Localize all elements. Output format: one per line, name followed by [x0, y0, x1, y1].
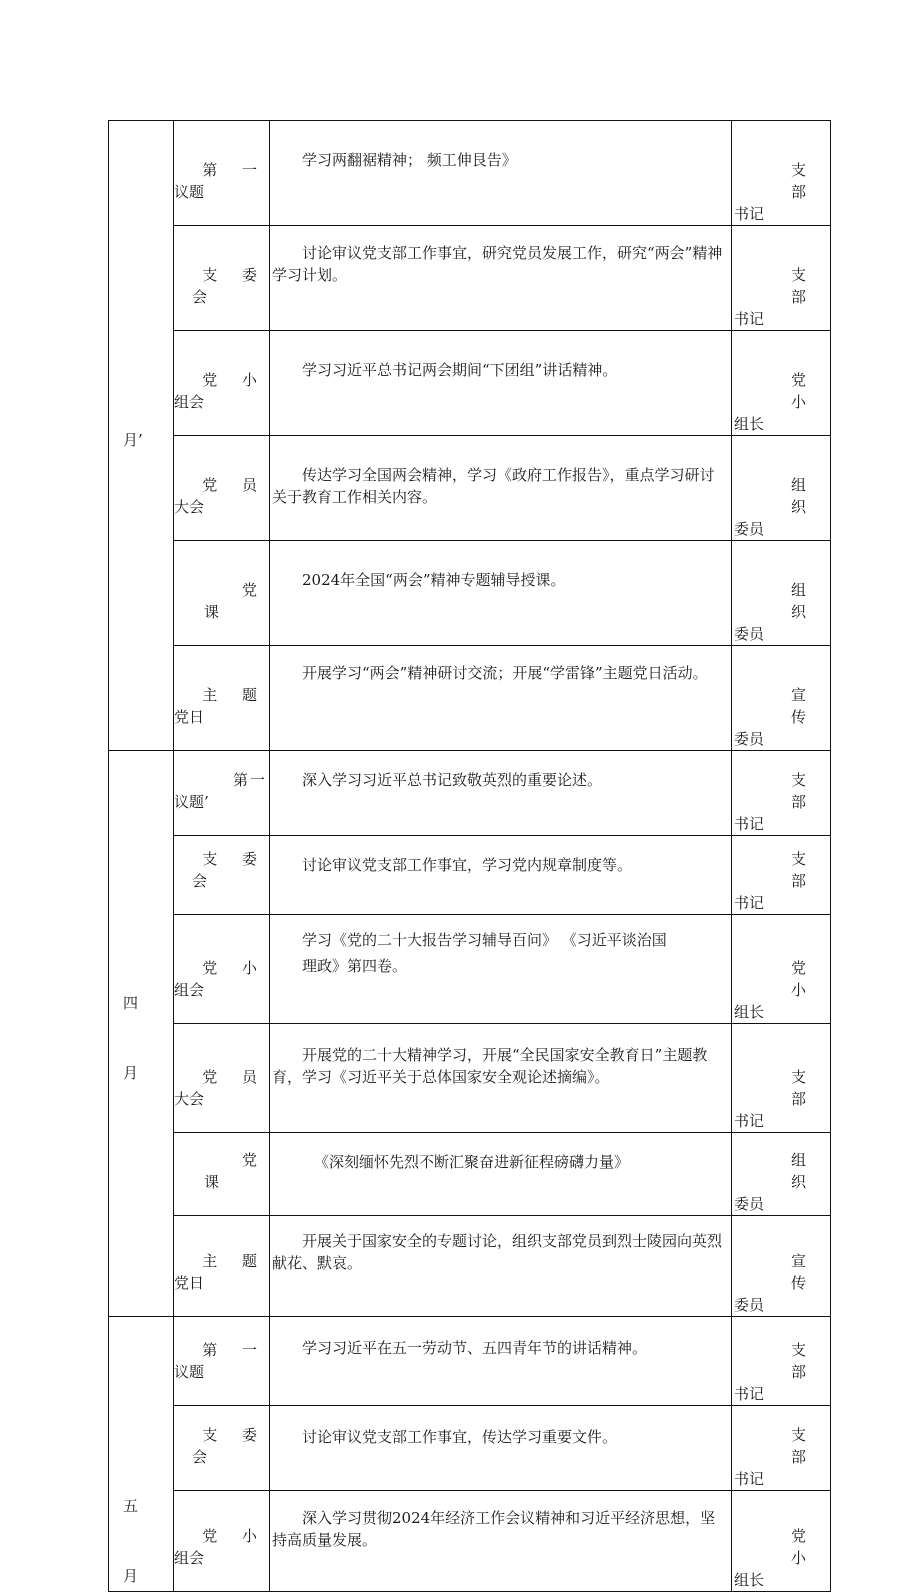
responsible-bottom: 委员 [734, 730, 765, 748]
meeting-type-top: 支 委 [202, 1426, 267, 1444]
table-row [109, 915, 831, 1024]
meeting-type-cell [174, 1133, 270, 1216]
responsible-top: 组 织 [790, 1151, 828, 1191]
table-row [109, 751, 831, 836]
meeting-type-bottom: 课 [204, 1173, 220, 1191]
table-row [109, 436, 831, 541]
meeting-type-bottom: 课 [204, 603, 220, 621]
meeting-type-top: 党 员 [202, 1068, 267, 1086]
content-cell [270, 1133, 732, 1216]
responsible-top: 支 部 [790, 850, 828, 890]
table-row [109, 226, 831, 331]
meeting-type-top: 党 员 [202, 476, 267, 494]
responsible-top: 支 部 [790, 1341, 828, 1381]
meeting-type-top: 党 小 [202, 371, 267, 389]
responsible-top: 宣 传 [790, 686, 828, 726]
meeting-type-top: 主 题 [202, 686, 267, 704]
month-label: 月’ [123, 430, 143, 449]
meeting-type-top: 党 [241, 581, 267, 599]
responsible-top: 支 部 [790, 1068, 828, 1108]
responsible-top: 组 织 [790, 581, 828, 621]
content-text-2: 理政》第四卷。 [302, 957, 408, 975]
responsible-cell [732, 1024, 831, 1133]
table-row [109, 1024, 831, 1133]
responsible-bottom: 书记 [734, 815, 765, 833]
meeting-type-cell [174, 1317, 270, 1406]
responsible-bottom: 委员 [734, 1296, 765, 1314]
responsible-top: 支 部 [790, 1426, 828, 1466]
table-row [109, 1406, 831, 1491]
month-label-2: 月 [123, 1567, 139, 1585]
meeting-type-cell [174, 646, 270, 751]
meeting-type-cell [174, 1024, 270, 1133]
meeting-type-cell [174, 836, 270, 915]
content-text: 深入学习贯彻2024年经济工作会议精神和习近平经济思想，坚持高质量发展。 [272, 1509, 716, 1549]
content-cell [270, 646, 732, 751]
month-label: 四 [123, 993, 139, 1012]
schedule-table [108, 120, 831, 1592]
content-text: 开展关于国家安全的专题讨论，组织支部党员到烈士陵园向英烈献花、默哀。 [272, 1232, 723, 1272]
meeting-type-top: 支 委 [202, 266, 267, 284]
month-cell [109, 1317, 174, 1592]
responsible-cell [732, 436, 831, 541]
meeting-type-cell [174, 1216, 270, 1317]
meeting-type-top: 党 [241, 1151, 267, 1169]
responsible-top: 党 小 [790, 959, 828, 999]
responsible-bottom: 书记 [734, 205, 765, 223]
meeting-type-cell [174, 751, 270, 836]
content-cell [270, 1406, 732, 1491]
content-text: 讨论审议党支部工作事宜，学习党内规章制度等。 [302, 856, 633, 874]
content-cell [270, 836, 732, 915]
meeting-type-bottom: 会 [192, 872, 208, 890]
responsible-top: 党 小 [790, 1527, 828, 1567]
meeting-type-top: 党 小 [202, 959, 267, 977]
meeting-type-bottom: 党日 [174, 1274, 205, 1292]
responsible-top: 支 部 [790, 266, 828, 306]
content-text: 学习两翻裾精神； 频工伸艮告》 [302, 151, 517, 169]
content-text: 讨论审议党支部工作事宜，传达学习重要文件。 [302, 1428, 618, 1446]
meeting-type-bottom: 组会 [174, 393, 205, 411]
responsible-cell [732, 541, 831, 646]
table-row [109, 121, 831, 226]
responsible-top: 组 织 [790, 476, 828, 516]
meeting-type-bottom: 议题 [174, 1363, 205, 1381]
responsible-top: 支 部 [790, 161, 828, 201]
table-row [109, 331, 831, 436]
table-row [109, 1317, 831, 1406]
content-cell [270, 915, 732, 1024]
meeting-type-top: 支 委 [202, 850, 267, 868]
responsible-bottom: 委员 [734, 625, 765, 643]
content-text: 讨论审议党支部工作事宜，研究党员发展工作，研究“两会”精神学习计划。 [272, 244, 723, 284]
responsible-top: 支 部 [790, 771, 828, 811]
meeting-type-bottom: 会 [192, 1448, 208, 1466]
responsible-cell [732, 1216, 831, 1317]
content-cell [270, 1317, 732, 1406]
meeting-type-cell [174, 436, 270, 541]
responsible-cell [732, 1317, 831, 1406]
table-row [109, 1133, 831, 1216]
table-row [109, 1491, 831, 1592]
month-label-2: 月 [123, 1063, 139, 1082]
table-row [109, 836, 831, 915]
meeting-type-bottom: 会 [192, 288, 208, 306]
meeting-type-cell [174, 541, 270, 646]
meeting-type-top: 第一 [232, 771, 267, 789]
responsible-bottom: 委员 [734, 1195, 765, 1213]
table-row [109, 1216, 831, 1317]
responsible-top: 宣 传 [790, 1252, 828, 1292]
responsible-bottom: 组长 [734, 415, 765, 433]
meeting-type-top: 主 题 [202, 1252, 267, 1270]
responsible-cell [732, 226, 831, 331]
meeting-type-cell [174, 1491, 270, 1592]
meeting-type-top: 党 小 [202, 1527, 267, 1545]
content-cell [270, 541, 732, 646]
responsible-cell [732, 915, 831, 1024]
content-text: 深入学习习近平总书记致敬英烈的重要论述。 [302, 771, 603, 789]
table-row [109, 541, 831, 646]
responsible-top: 党 小 [790, 371, 828, 411]
responsible-bottom: 书记 [734, 310, 765, 328]
meeting-type-bottom: 组会 [174, 1549, 205, 1567]
meeting-type-top: 第 一 [202, 161, 267, 179]
month-cell [109, 121, 174, 751]
meeting-type-cell [174, 226, 270, 331]
content-cell [270, 1491, 732, 1592]
content-text: 开展党的二十大精神学习，开展“全民国家安全教育日”主题教育，学习《习近平关于总体国家安全观论述摘编》。 [272, 1046, 708, 1086]
responsible-cell [732, 121, 831, 226]
responsible-cell [732, 646, 831, 751]
meeting-type-bottom: 大会 [174, 498, 205, 516]
meeting-type-bottom: 议题’ [174, 793, 209, 811]
content-text: 传达学习全国两会精神，学习《政府工作报告》，重点学习研讨关于教育工作相关内容。 [272, 466, 715, 506]
content-cell [270, 436, 732, 541]
responsible-cell [732, 1406, 831, 1491]
meeting-type-cell [174, 1406, 270, 1491]
content-text: 学习习近平在五一劳动节、五四青年节的讲话精神。 [302, 1339, 648, 1357]
content-text: 2024年全国“两会”精神专题辅导授课。 [302, 571, 566, 589]
meeting-type-bottom: 大会 [174, 1090, 205, 1108]
content-cell [270, 121, 732, 226]
responsible-cell [732, 836, 831, 915]
content-text: 《深刻缅怀先烈不断汇聚奋进新征程磅礴力量》 [314, 1153, 630, 1171]
responsible-cell [732, 1133, 831, 1216]
table-row [109, 646, 831, 751]
responsible-bottom: 书记 [734, 894, 765, 912]
responsible-cell [732, 1491, 831, 1592]
content-cell [270, 226, 732, 331]
meeting-type-cell [174, 915, 270, 1024]
meeting-type-bottom: 党日 [174, 708, 205, 726]
meeting-type-cell [174, 331, 270, 436]
responsible-bottom: 组长 [734, 1571, 765, 1589]
content-cell [270, 331, 732, 436]
meeting-type-bottom: 组会 [174, 981, 205, 999]
responsible-bottom: 书记 [734, 1112, 765, 1130]
responsible-cell [732, 331, 831, 436]
content-cell [270, 1216, 732, 1317]
content-cell [270, 1024, 732, 1133]
meeting-type-bottom: 议题 [174, 183, 205, 201]
content-text: 学习习近平总书记两会期间“下团组”讲话精神。 [302, 361, 618, 379]
content-text: 开展学习“两会”精神研讨交流；开展“学雷锋”主题党日活动。 [302, 664, 708, 682]
meeting-type-cell [174, 121, 270, 226]
responsible-bottom: 组长 [734, 1003, 765, 1021]
content-text: 学习《党的二十大报告学习辅导百问》 《习近平谈治国 [302, 931, 667, 949]
responsible-bottom: 书记 [734, 1385, 765, 1403]
responsible-cell [732, 751, 831, 836]
content-cell [270, 751, 732, 836]
responsible-bottom: 书记 [734, 1470, 765, 1488]
responsible-bottom: 委员 [734, 520, 765, 538]
month-label: 五 [123, 1497, 139, 1515]
month-cell [109, 751, 174, 1317]
meeting-type-top: 第 一 [202, 1341, 267, 1359]
